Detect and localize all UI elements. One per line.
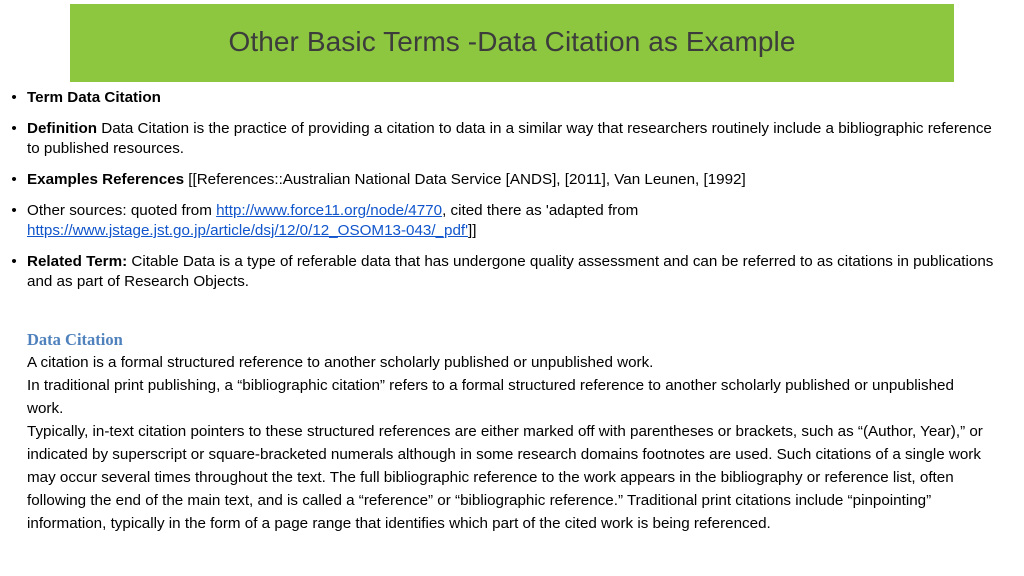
bullet-dot: •	[11, 89, 17, 106]
data-citation-heading: Data Citation	[27, 330, 123, 349]
term-label: Term Data Citation	[27, 89, 161, 106]
bullet-term	[8, 88, 998, 108]
related-label: Related Term:	[27, 253, 128, 270]
title-bar	[70, 4, 954, 82]
data-citation-section	[27, 328, 987, 535]
bullet-related-term	[8, 252, 998, 292]
other-sources-suffix: ]]	[468, 222, 477, 239]
examples-label: Examples References	[27, 171, 185, 188]
bullet-dot: •	[11, 120, 17, 137]
related-text: Citable Data is a type of referable data that has undergone quality assessment and can be referred to as citations in publications and as part of Research Objects.	[27, 253, 994, 290]
bullet-dot: •	[11, 171, 17, 188]
other-sources-prefix: Other sources: quoted from	[27, 202, 217, 219]
bullet-dot: •	[11, 253, 17, 270]
jstage-link[interactable]: https://www.jstage.jst.go.jp/article/dsj/12/0/12_OSOM13-043/_pdf'	[27, 222, 469, 239]
examples-text: [[References::Australian National Data Service [ANDS], [2011], Van Leunen, [1992]	[184, 171, 746, 188]
data-citation-paragraph-1: A citation is a formal structured reference to another scholarly published or unpublished work.	[27, 354, 654, 371]
data-citation-paragraph-2: In traditional print publishing, a “bibliographic citation” refers to a formal structured reference to another scholarly published or unpublished work.	[27, 377, 954, 417]
slide-title: Other Basic Terms -Data Citation as Example	[228, 26, 796, 57]
bullet-other-sources	[8, 201, 998, 241]
force11-link[interactable]: http://www.force11.org/node/4770	[216, 202, 443, 219]
bullet-dot: •	[11, 202, 17, 219]
other-sources-middle: , cited there as 'adapted from	[442, 202, 639, 219]
definition-label: Definition	[27, 120, 98, 137]
bullet-list	[8, 88, 998, 303]
definition-text: Data Citation is the practice of providing a citation to data in a similar way that researchers routinely include a bibliographic reference to published resources.	[27, 120, 992, 157]
bullet-definition	[8, 119, 998, 159]
bullet-examples	[8, 170, 998, 190]
data-citation-paragraph-3: Typically, in-text citation pointers to these structured references are either marked off with parentheses or brackets, such as “(Author, Year),” or indicated by superscript or square-bracketed numerals although in some research domains footnotes are used. Such citations of a single work may occur several times throughout the text. The full bibliographic reference to the work appears in the bibliography or reference list, often following the end of the main text, and is called a “reference” or “bibliographic reference.” Traditional print citations include “pinpointing” information, typically in the form of a page range that identifies which part of the cited work is being referenced.	[27, 423, 983, 532]
